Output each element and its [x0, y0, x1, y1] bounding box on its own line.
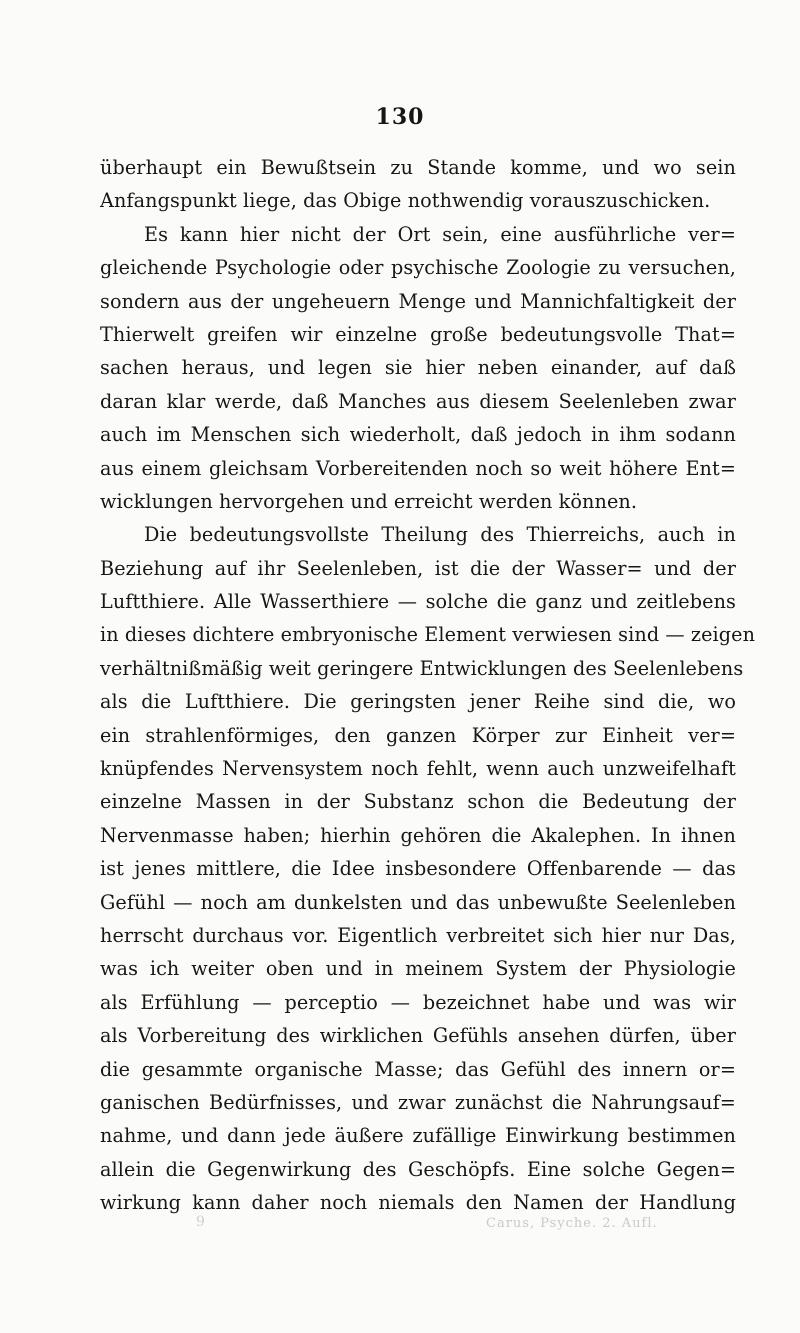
printer-signature: Carus, Psyche. 2. Aufl.	[486, 1216, 658, 1231]
text-line: nahme, und dann jede äußere zufällige Einwirkung bestimmen	[100, 1124, 736, 1148]
text-line: ganischen Bedürfnisses, und zwar zunächst die Nahrungsauf=	[100, 1090, 736, 1114]
text-line: als Erfühlung — perceptio — bezeichnet habe und was wir	[100, 990, 736, 1014]
text-line: Die bedeutungsvollste Theilung des Thierreichs, auch in	[144, 523, 736, 547]
text-line: was ich weiter oben und in meinem System der Physiologie	[100, 957, 736, 981]
text-line: auch im Menschen sich wiederholt, daß jedoch in ihm sodann	[100, 423, 736, 447]
text-line: Gefühl — noch am dunkelsten und das unbewußte Seelenleben	[100, 890, 736, 914]
text-line: einzelne Massen in der Substanz schon die Bedeutung der	[100, 790, 736, 814]
text-line: als die Luftthiere. Die geringsten jener Reihe sind die, wo	[100, 690, 736, 714]
text-line: gleichende Psychologie oder psychische Zoologie zu versuchen,	[100, 256, 736, 280]
text-line: sachen heraus, und legen sie hier neben einander, auf daß	[100, 356, 736, 380]
text-line: knüpfendes Nervensystem noch fehlt, wenn auch unzweifelhaft	[100, 757, 736, 781]
text-line: daran klar werde, daß Manches aus diesem Seelenleben zwar	[100, 389, 736, 413]
text-line: die gesammte organische Masse; das Gefühl des innern or=	[100, 1057, 736, 1081]
text-line: aus einem gleichsam Vorbereitenden noch so weit höhere Ent=	[100, 456, 736, 480]
text-line: sondern aus der ungeheuern Menge und Mannichfaltigkeit der	[100, 289, 736, 313]
text-line: Anfangspunkt liege, das Obige nothwendig vorauszuschicken.	[100, 189, 711, 213]
signature-number: 9	[196, 1214, 205, 1230]
text-line: Beziehung auf ihr Seelenleben, ist die der Wasser= und der	[100, 556, 736, 580]
text-line: ein strahlenförmiges, den ganzen Körper zur Einheit ver=	[100, 723, 736, 747]
text-line: überhaupt ein Bewußtsein zu Stande komme, und wo sein	[100, 156, 736, 179]
text-line: als Vorbereitung des wirklichen Gefühls ansehen dürfen, über	[100, 1024, 736, 1048]
text-line: verhältnißmäßig weit geringere Entwicklungen des Seelenlebens	[100, 656, 744, 680]
text-line: ist jenes mittlere, die Idee insbesondere Offenbarende — das	[100, 857, 736, 881]
text-line: herrscht durchaus vor. Eigentlich verbreitet sich hier nur Das,	[100, 923, 736, 947]
page-number: 130	[375, 104, 425, 130]
text-line: wicklungen hervorgehen und erreicht werden können.	[100, 489, 638, 513]
text-line: wirkung kann daher noch niemals den Namen der Handlung	[100, 1191, 736, 1215]
text-line: Es kann hier nicht der Ort sein, eine ausführliche ver=	[144, 222, 736, 246]
text-line: in dieses dichtere embryonische Element verwiesen sind — zeigen	[100, 623, 756, 647]
text-line: allein die Gegenwirkung des Geschöpfs. Eine solche Gegen=	[100, 1157, 736, 1181]
body-text	[100, 151, 756, 1220]
text-line: Luftthiere. Alle Wasserthiere — solche die ganz und zeitlebens	[100, 590, 736, 614]
text-line: Thierwelt greifen wir einzelne große bedeutungsvolle That=	[100, 322, 736, 346]
text-line: Nervenmasse haben; hierhin gehören die Akalephen. In ihnen	[100, 823, 736, 847]
